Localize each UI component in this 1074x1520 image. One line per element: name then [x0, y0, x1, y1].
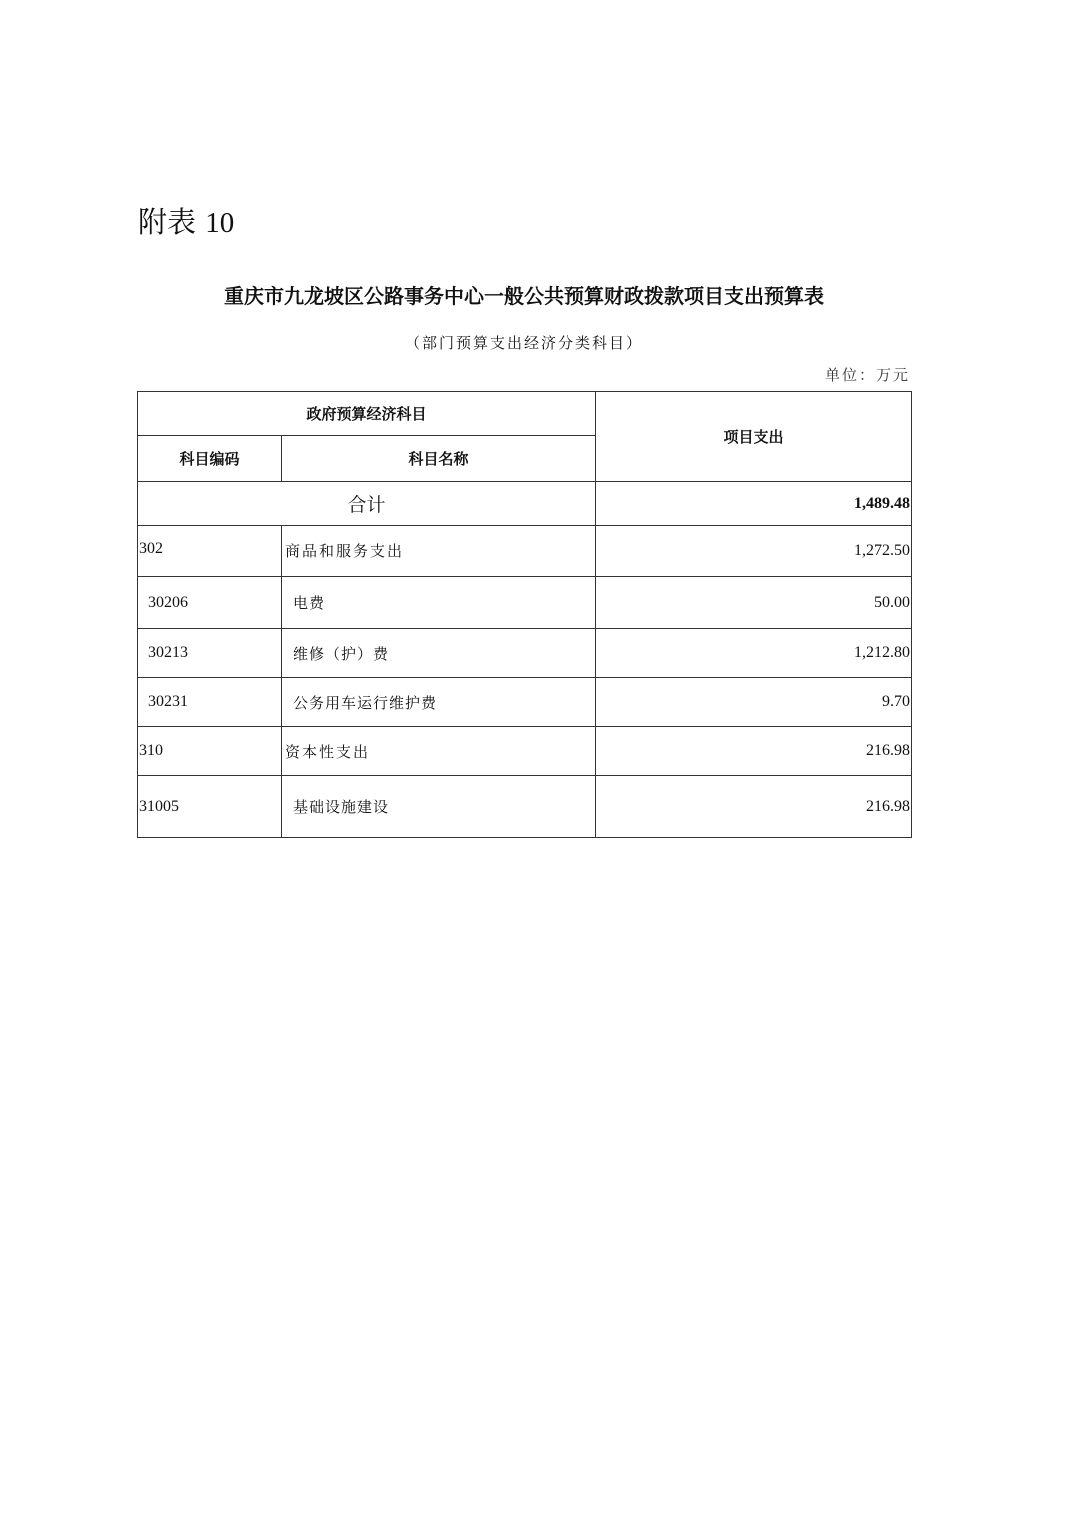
header-row-1	[138, 392, 912, 436]
document-subtitle: （部门预算支出经济分类科目）	[404, 334, 643, 352]
table-row	[138, 776, 912, 838]
project-expense: 1,212.80	[596, 629, 912, 678]
subject-code: 30206	[138, 577, 282, 629]
subject-name: 资本性支出	[282, 727, 596, 776]
subject-code: 31005	[138, 776, 282, 838]
annex-label	[138, 200, 234, 245]
total-amount: 1,489.48	[596, 482, 912, 526]
subject-name: 基础设施建设	[282, 776, 596, 838]
annex-number: 10	[205, 207, 235, 239]
project-expense: 216.98	[596, 776, 912, 838]
subject-name: 电费	[282, 577, 596, 629]
subject-code: 310	[138, 727, 282, 776]
subject-code: 30231	[138, 678, 282, 727]
total-row	[138, 482, 912, 526]
project-expense: 50.00	[596, 577, 912, 629]
header-subject-name: 科目名称	[282, 436, 596, 482]
unit-label: 单位：万元	[824, 366, 910, 384]
subject-name: 维修（护）费	[282, 629, 596, 678]
subject-name: 公务用车运行维护费	[282, 678, 596, 727]
annex-prefix: 附表	[138, 205, 197, 239]
budget-table	[137, 391, 912, 838]
project-expense: 216.98	[596, 727, 912, 776]
header-subject-code: 科目编码	[138, 436, 282, 482]
total-label: 合计	[138, 482, 596, 526]
subject-code: 302	[138, 526, 282, 577]
subject-name: 商品和服务支出	[282, 526, 596, 577]
header-project-expense: 项目支出	[596, 392, 912, 482]
header-economic-subject: 政府预算经济科目	[138, 392, 596, 436]
subject-code: 30213	[138, 629, 282, 678]
table-row	[138, 727, 912, 776]
table-row	[138, 526, 912, 577]
table-row	[138, 678, 912, 727]
table-row	[138, 629, 912, 678]
project-expense: 9.70	[596, 678, 912, 727]
table-row	[138, 577, 912, 629]
project-expense: 1,272.50	[596, 526, 912, 577]
document-title: 重庆市九龙坡区公路事务中心一般公共预算财政拨款项目支出预算表	[224, 284, 824, 308]
